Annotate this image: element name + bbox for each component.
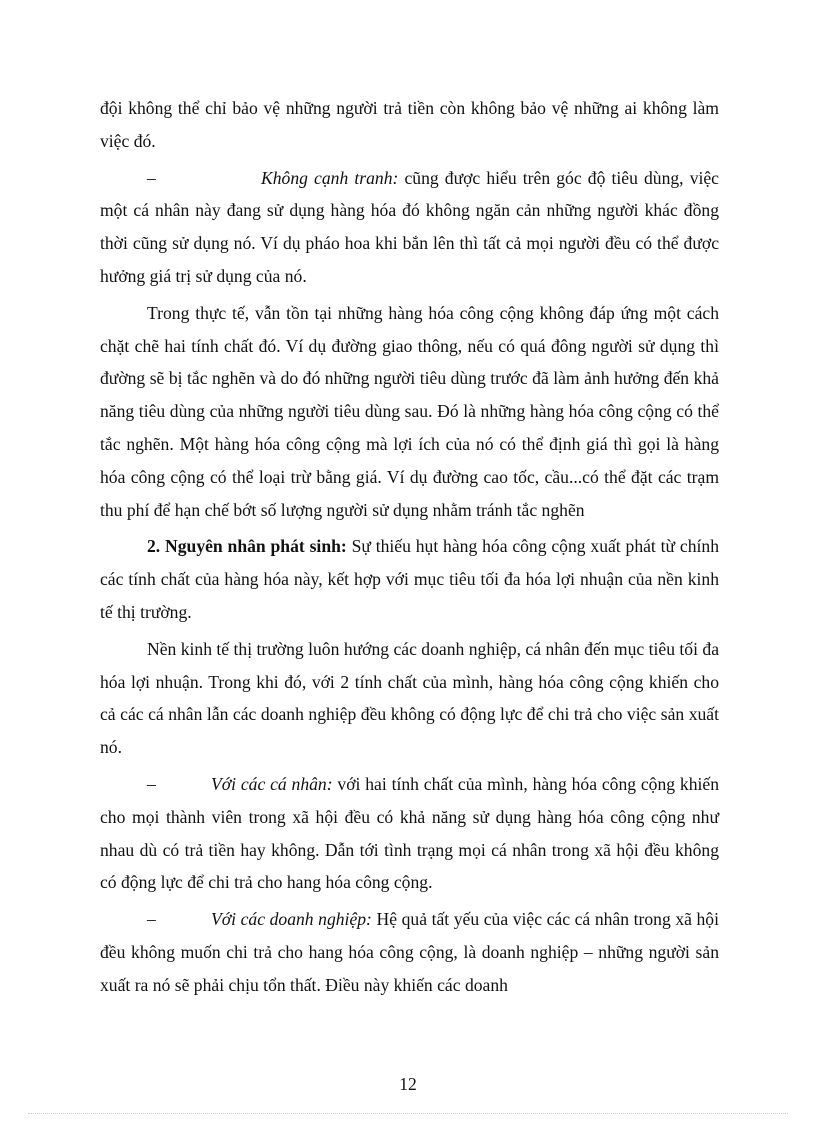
term-enterprises: Với các doanh nghiệp: bbox=[211, 909, 372, 930]
paragraph-continuation: đội không thể chỉ bảo vệ những người trả tiền còn không bảo vệ những ai không làm việc đó. bbox=[100, 98, 719, 151]
section-heading: 2. Nguyên nhân phát sinh: bbox=[147, 536, 347, 557]
body-text bbox=[100, 92, 719, 1002]
list-item-individuals bbox=[100, 768, 719, 899]
list-item-non-rival bbox=[100, 162, 719, 293]
section-text: Sự thiếu hụt hàng hóa công cộng xuất phát từ chính các tính chất của hàng hóa này, kết hợp với mục tiêu tối đa hóa lợi nhuận của nền kinh tế thị trường. bbox=[100, 536, 719, 622]
section-heading-paragraph bbox=[100, 530, 719, 628]
page-number: 12 bbox=[399, 1074, 417, 1094]
paragraph-congestion: Trong thực tế, vẫn tồn tại những hàng hóa công cộng không đáp ứng một cách chặt chẽ hai tính chất đó. Ví dụ đường giao thông, nếu có quá đông người sử dụng thì đường sẽ bị tắc nghẽn và do đó những người tiêu dùng trước đã làm ảnh hưởng đến khả năng tiêu dùng của những người tiêu dùng sau. Đó là những hàng hóa công cộng có thể tắc nghẽn. Một hàng hóa công cộng mà lợi ích của nó có thể định giá thì gọi là hàng hóa công cộng có thể loại trừ bằng giá. Ví dụ đường cao tốc, cầu...có thể đặt các trạm thu phí để hạn chế bớt số lượng người sử dụng nhằm tránh tắc nghẽn bbox=[100, 302, 719, 520]
dash-marker: – bbox=[147, 909, 156, 930]
dash-marker: – bbox=[147, 773, 156, 794]
paragraph-market-economy: Nền kinh tế thị trường luôn hướng các doanh nghiệp, cá nhân đến mục tiêu tối đa hóa lợi nhuận. Trong khi đó, với 2 tính chất của mình, hàng hóa công cộng khiến cho cả các cá nhân lẫn các doanh nghiệp đều không có động lực để chi trả cho việc sản xuất nó. bbox=[100, 638, 719, 758]
term-non-rival: Không cạnh tranh: bbox=[261, 167, 399, 188]
list-item-enterprises bbox=[100, 903, 719, 1001]
term-description: Hệ quả tất yếu của việc các cá nhân trong xã hội đều không muốn chi trả cho hang hóa công cộng, là doanh nghiệp – những người sản xuất ra nó sẽ phải chịu tổn thất. Điều này khiến các doanh bbox=[100, 909, 719, 995]
term-description: cũng được hiểu trên góc độ tiêu dùng, việc một cá nhân này đang sử dụng hàng hóa đó không ngăn cản những người khác đồng thời cũng sử dụng nó. Ví dụ pháo hoa khi bắn lên thì tất cả mọi người đều có thể được hưởng giá trị sử dụng của nó. bbox=[100, 167, 719, 286]
term-individuals: Với các cá nhân: bbox=[211, 773, 333, 794]
dash-marker: – bbox=[147, 167, 156, 188]
term-description: với hai tính chất của mình, hàng hóa công cộng khiến cho mọi thành viên trong xã hội đều có khả năng sử dụng hàng hóa công cộng như nhau dù có trả tiền hay không. Dẫn tới tình trạng mọi cá nhân trong xã hội đều không có động lực để chi trả cho hang hóa công cộng. bbox=[100, 773, 719, 893]
page-bottom-divider bbox=[28, 1113, 788, 1114]
